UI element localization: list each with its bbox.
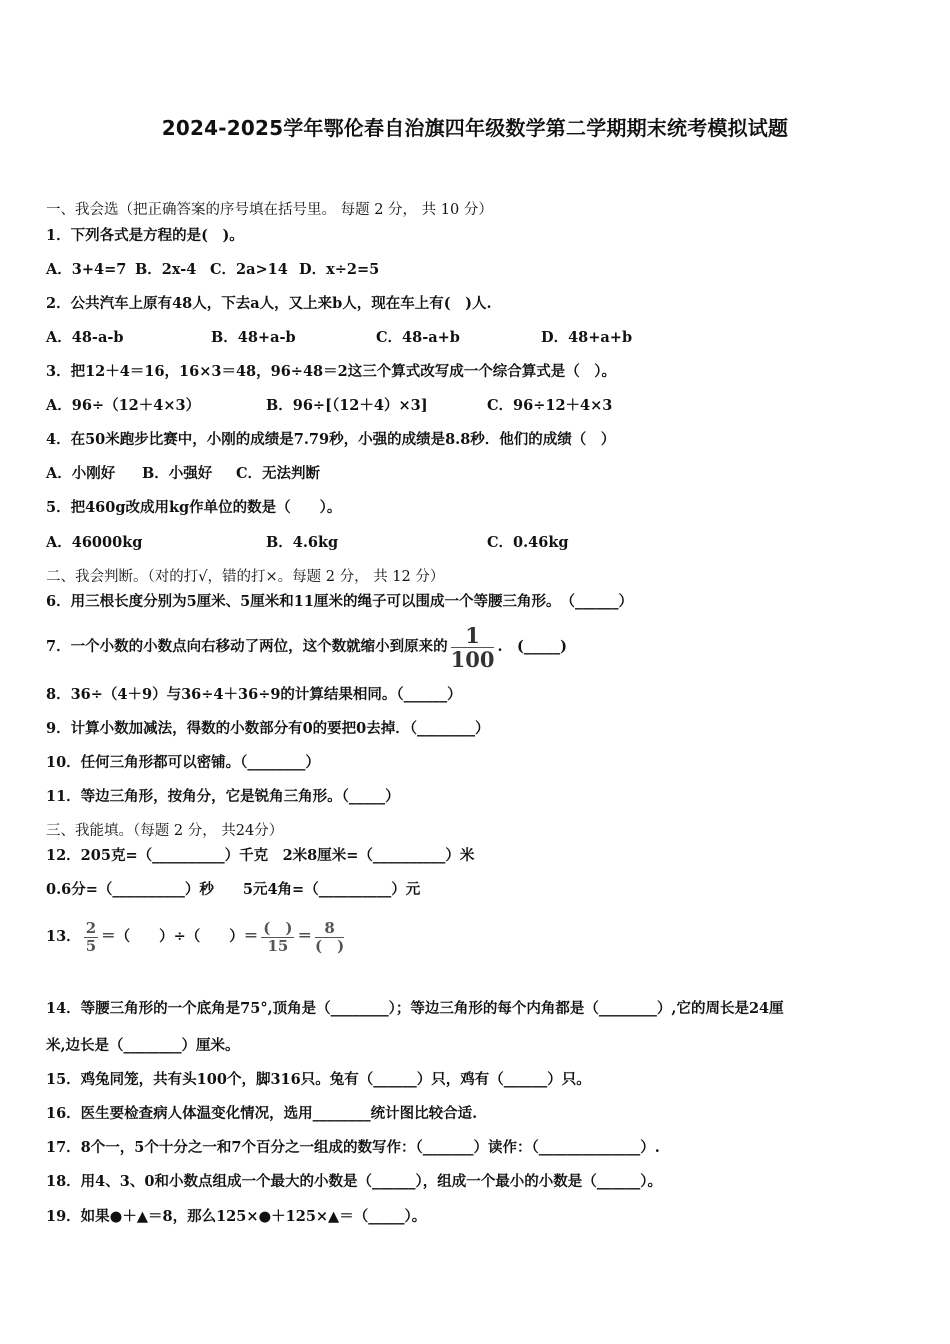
question-3: 3．把12＋4＝16，16×3＝48，96÷48＝2这三个算式改写成一个综合算式是（ ）。: [46, 363, 616, 380]
q3-option-c: C．96÷12＋4×3: [487, 397, 613, 414]
q13-fraction-2-denominator: 15: [267, 936, 289, 955]
q5-option-c: C．0.46kg: [487, 534, 569, 551]
q3-option-a: A．96÷（12＋4×3）: [46, 397, 201, 414]
question-12-line-1: 12．205克=（__________）千克 2米8厘米=（__________）米: [46, 847, 475, 864]
q4-option-a: A．小刚好: [46, 465, 116, 482]
question-15: 15．鸡兔同笼，共有头100个，脚316只。兔有（______）只，鸡有（______）只。: [46, 1071, 591, 1088]
question-6: 6．用三根长度分别为5厘米、5厘米和11厘米的绳子可以围成一个等腰三角形。 （______）: [46, 593, 633, 610]
question-9: 9．计算小数加减法，得数的小数部分有0的要把0去掉．（________）: [46, 720, 490, 737]
q1-option-a: A．3+4=7: [46, 261, 127, 278]
question-4-options: [46, 464, 320, 484]
question-14-line-1: 14．等腰三角形的一个底角是75°,顶角是（________）；等边三角形的每个内角都是（________）,它的周长是24厘: [46, 1000, 784, 1017]
q13-fraction-2: [261, 918, 294, 955]
q2-option-b: B．48+a-b: [211, 329, 296, 346]
q13-equals: ＝: [297, 928, 312, 945]
q13-fraction-1-denominator: 5: [85, 936, 97, 955]
q13-division: ＝（ ）÷（ ）＝: [101, 928, 259, 945]
question-12-line-2: 0.6分=（__________）秒 5元4角=（__________）元: [46, 881, 421, 898]
q13-fraction-3-numerator: 8: [315, 921, 344, 938]
q1-option-d: D．x÷2=5: [299, 261, 380, 278]
q7-fraction: [450, 622, 495, 672]
question-4: 4．在50米跑步比赛中，小刚的成绩是7.79秒，小强的成绩是8.8秒．他们的成绩（ ）: [46, 431, 616, 448]
q7-fraction-numerator: 1: [451, 625, 495, 648]
question-5: 5．把460g改成用kg作单位的数是（ ）。: [46, 499, 342, 516]
q13-fraction-1: [84, 918, 98, 955]
question-2-options: [46, 328, 632, 348]
q1-option-c: C．2a>14: [210, 261, 288, 278]
question-11: 11．等边三角形，按角分，它是锐角三角形。（_____）: [46, 788, 400, 805]
page-title: 2024-2025学年鄂伦春自治旗四年级数学第二学期期末统考模拟试题: [161, 116, 789, 140]
q2-option-d: D．48+a+b: [541, 329, 633, 346]
q13-fraction-2-numerator: ( ): [263, 918, 293, 937]
question-1: 1．下列各式是方程的是( )。: [46, 227, 244, 244]
q3-option-b: B．96÷[（12＋4）×3]: [266, 397, 428, 414]
q5-option-a: A．46000kg: [46, 534, 143, 551]
q7-text: 7．一个小数的小数点向右移动了两位，这个数就缩小到原来的: [46, 638, 448, 655]
question-8: 8．36÷（4＋9）与36÷4＋36÷9的计算结果相同。（______）: [46, 686, 462, 703]
q2-option-c: C．48-a+b: [376, 329, 460, 346]
question-19: 19．如果●＋▲＝8，那么125×●＋125×▲＝（_____）。: [46, 1208, 427, 1225]
question-17: 17．8个一，5个十分之一和7个百分之一组成的数写作：（_______）读作：（______________）.: [46, 1139, 660, 1156]
question-2: 2．公共汽车上原有48人，下去a人，又上来b人，现在车上有( )人.: [46, 295, 492, 312]
section-3-header: 三、我能填。（每题 2 分， 共24分）: [46, 823, 284, 839]
q13-fraction-3-denominator: ( ): [314, 936, 345, 955]
q4-option-b: B．小强好: [142, 465, 213, 482]
section-1-header: 一、我会选（把正确答案的序号填在括号里。 每题 2 分， 共 10 分）: [46, 202, 493, 218]
question-5-options: [46, 533, 569, 553]
q5-option-b: B．4.6kg: [266, 534, 339, 551]
q13-label: 13．: [46, 928, 81, 945]
q7-fraction-denominator: 100: [450, 646, 495, 672]
q13-fraction-1-numerator: 2: [85, 918, 97, 937]
question-7: [46, 624, 567, 672]
question-10: 10．任何三角形都可以密铺。（________）: [46, 754, 320, 771]
question-18: 18．用4、3、0和小数点组成一个最大的小数是（______），组成一个最小的小数是（______）。: [46, 1173, 662, 1190]
q7-blank: . (_____): [497, 638, 567, 655]
q4-option-c: C．无法判断: [236, 465, 321, 482]
question-1-options: [46, 260, 379, 280]
q2-option-a: A．48-a-b: [46, 329, 124, 346]
section-2-header: 二、我会判断。（对的打√，错的打×。每题 2 分， 共 12 分）: [46, 569, 445, 585]
question-3-options: [46, 396, 612, 416]
question-13: [46, 914, 347, 966]
question-16: 16．医生要检查病人体温变化情况，选用________统计图比较合适.: [46, 1105, 478, 1122]
question-14-line-2: 米,边长是（________）厘米。: [46, 1037, 240, 1054]
q1-option-b: B．2x-4: [135, 261, 197, 278]
q13-fraction-3: [314, 918, 345, 955]
